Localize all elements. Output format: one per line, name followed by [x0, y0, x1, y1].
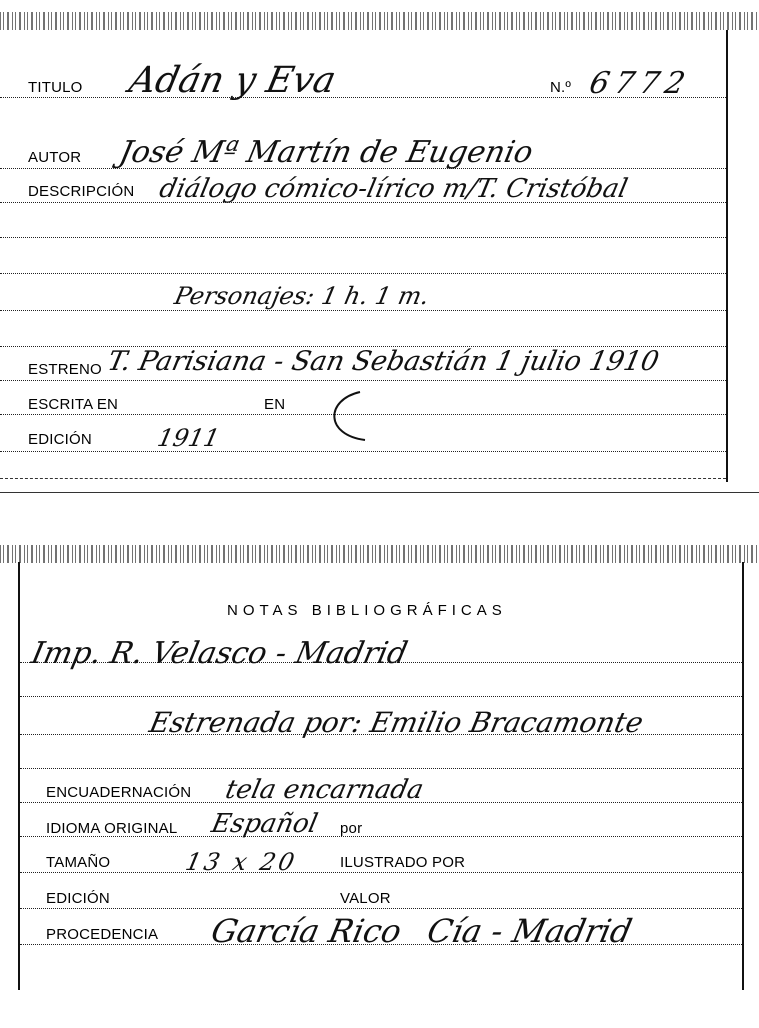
descripcion-label: DESCRIPCIÓN	[28, 183, 135, 200]
encuadernacion-label: ENCUADERNACIÓN	[46, 784, 192, 801]
personajes-value: Personajes: 1 h. 1 m.	[172, 282, 432, 310]
idioma-value: Español	[208, 809, 321, 839]
titulo-label: TITULO	[28, 79, 83, 96]
valor-label: VALOR	[340, 890, 391, 907]
edicion-rule	[0, 451, 726, 452]
idioma-label: IDIOMA ORIGINAL	[46, 820, 178, 837]
edicion-bottom-rule	[20, 908, 742, 909]
escrita-en-label: ESCRITA EN	[28, 396, 119, 413]
blank-rule-1	[0, 237, 726, 238]
top-card-scan-edge	[0, 12, 759, 30]
edicion-bottom-label: EDICIÓN	[46, 890, 110, 907]
tamano-value: 13 x 20	[183, 848, 300, 876]
top-card-bottom-edge	[0, 478, 726, 479]
encuadernacion-value: tela encarnada	[222, 775, 427, 805]
tamano-rule	[20, 872, 742, 873]
notas-line-2: Estrenada por: Emilio Bracamonte	[146, 706, 647, 739]
numero-value: 6772	[586, 66, 695, 101]
bottom-card-scan-edge	[0, 545, 759, 563]
ilustrado-label: ILUSTRADO POR	[340, 854, 466, 871]
por-label: por	[340, 820, 363, 837]
tamano-label: TAMAÑO	[46, 854, 111, 871]
personajes-rule	[0, 310, 726, 311]
autor-value: José Mª Martín de Eugenio	[116, 135, 537, 170]
numero-label: N.º	[550, 79, 572, 96]
notas-rule-4	[20, 768, 742, 769]
blank-rule-2	[0, 273, 726, 274]
descripcion-value: diálogo cómico-lírico m/T. Cristóbal	[156, 174, 631, 204]
procedencia-value-2: Cía - Madrid	[423, 912, 636, 950]
procedencia-label: PROCEDENCIA	[46, 926, 159, 943]
autor-label: AUTOR	[28, 149, 82, 166]
ink-curve-mark	[320, 390, 380, 450]
edicion-label: EDICIÓN	[28, 431, 92, 448]
en-label: EN	[264, 396, 286, 413]
notas-line-1: Imp. R. Velasco - Madrid	[28, 636, 411, 671]
card-separator	[0, 492, 759, 493]
estreno-value: T. Parisiana - San Sebastián 1 julio 1910	[104, 346, 662, 377]
procedencia-value: García Rico	[207, 912, 405, 950]
edicion-value: 1911	[155, 424, 223, 452]
estreno-rule	[0, 380, 726, 381]
notas-rule-2	[20, 696, 742, 697]
titulo-value: Adán y Eva	[125, 60, 340, 101]
estreno-label: ESTRENO	[28, 361, 102, 378]
notas-header: NOTAS BIBLIOGRÁFICAS	[227, 602, 507, 619]
